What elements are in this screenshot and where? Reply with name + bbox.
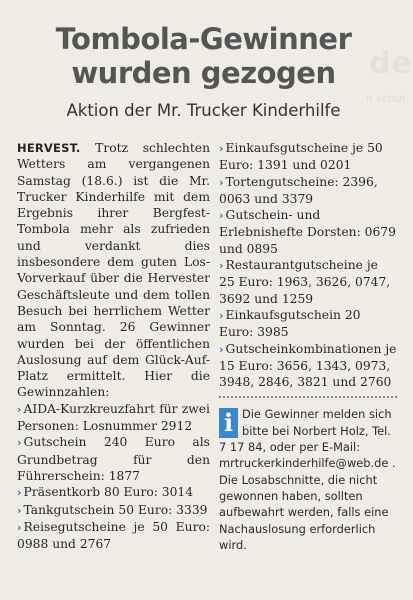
intro-line: Wetters am vergangenen [17,157,210,172]
chevron-right-icon: › [219,259,224,273]
headline-line-2: wurden gezogen [71,56,336,90]
info-box [219,406,397,553]
intro-line: Sonntag. 26 Gewinner wurden bei der öffentlichen Auslosung auf dem Glück-Auf-Platz ermittelt. Hier die Gewinnzahlen: [17,320,210,400]
right-column [219,140,397,553]
intro-line: Ergebnis ihrer Bergfest-Tombola mehr als zufrieden und [17,206,210,253]
chevron-right-icon: › [219,175,224,189]
chevron-right-icon: › [17,436,22,450]
chevron-right-icon: › [219,342,224,356]
chevron-right-icon: › [219,308,224,322]
intro-line: verdankt dies insbesondere [17,238,210,270]
dotted-divider [219,396,397,398]
chevron-right-icon: › [17,503,22,517]
prize-item: › Präsentkorb 80 Euro: 3014 [17,485,194,500]
left-column [17,140,210,552]
background-bleed-text: n schul [365,92,405,105]
intro-line: über die Hervester Geschäftsleute und dem tollen Besuch [17,271,210,318]
prize-item: › Einkaufsgutschein 20 Euro: 3985 [219,307,361,340]
prize-item: › Gutschein- und Erlebnishefte Dorsten: 0679 und 0895 [219,208,396,256]
info-icon: i [219,408,238,438]
intro-paragraph [17,140,210,401]
chevron-right-icon: › [17,520,22,534]
prize-item: › Einkaufsgutscheine je 50 Euro: 1391 und 0201 [219,141,383,173]
prize-item: › Tankgutschein 50 Euro: 3339 [17,502,208,517]
article-headline [10,22,397,90]
article-subheadline: Aktion der Mr. Trucker Kinderhilfe [66,101,341,120]
background-bleed-word: de [369,46,413,81]
info-box-text: Die Gewinner melden sich bitte bei Norbert Holz, Tel. 7 17 84, oder per E-Mail: mrtruckerkinderhilfe@web.de . Die Losabschnitte, die nicht gewonnen haben, sollten aufbewahrt werden, falls eine Nachauslosung erforderlich wird. [219,407,396,552]
chevron-right-icon: › [219,209,224,223]
prize-item: › Gutscheinkombinationen je 15 Euro: 3656, 1343, 0973, 3948, 2846, 3821 und 2760 [219,341,397,390]
chevron-right-icon: › [17,402,22,416]
intro-line: Trucker Kinderhilfe mit dem [17,189,210,204]
prize-item: › Restaurantgutscheine je 25 Euro: 1963, 3626, 0747, 3692 und 1259 [219,258,391,306]
prize-item: › Reisegutscheine je 50 Euro: 0988 und 2767 [17,519,210,552]
chevron-right-icon: › [17,486,22,500]
prize-item: › Tortengutscheine: 2396, 0063 und 3379 [219,174,378,206]
prize-item: › Gutschein 240 Euro als Grundbetrag für den Führerschein: 1877 [17,435,210,483]
intro-line: dem guten Los-Vorverkauf [17,255,210,286]
intro-line: Trotz schlechten [95,141,210,155]
prize-item: › AIDA-Kurzkreuzfahrt für zwei Personen: Losnummer 2912 [17,401,210,434]
dateline: HERVEST. [17,141,81,155]
intro-line: bei herrlichem Wetter am [17,303,210,335]
headline-line-1: Tombola-Gewinner [55,22,352,56]
chevron-right-icon: › [219,142,224,155]
intro-line: Samstag (18.6.) ist die Mr. [17,173,210,188]
